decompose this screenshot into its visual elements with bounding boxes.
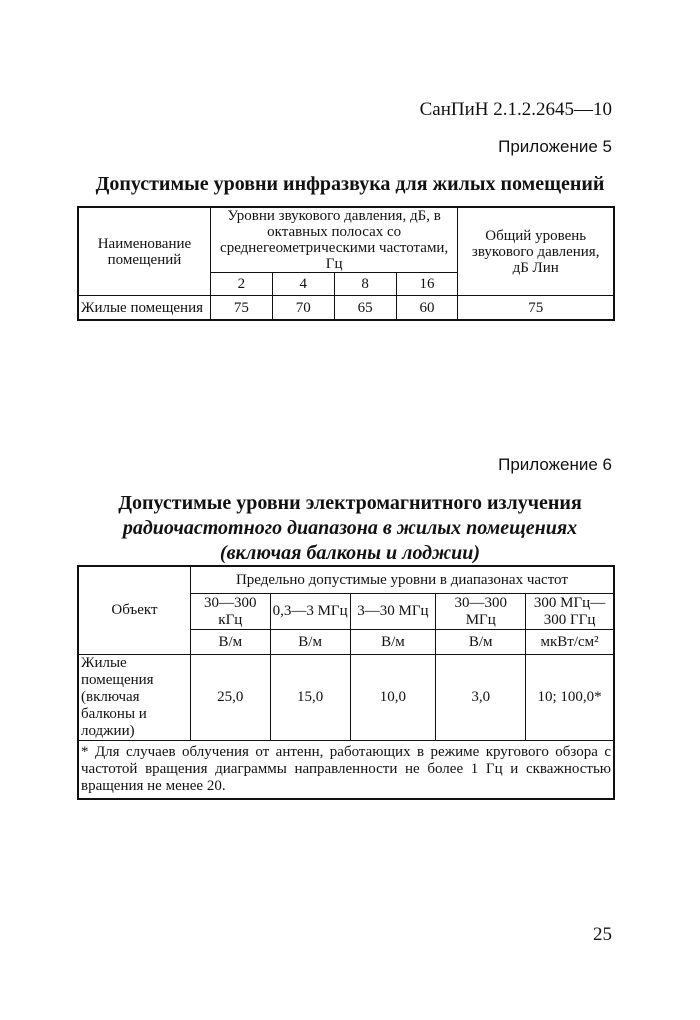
frequency-header: 8	[334, 273, 396, 296]
col-limits-header: Предельно допустимые уровни в диапазонах частот	[190, 567, 613, 594]
appendix-6-title-line-2: радиочастотного диапазона в жилых помещениях	[122, 517, 578, 539]
limit-value-cell: 15,0	[270, 655, 350, 741]
appendix-5-label: Приложение 5	[498, 137, 612, 156]
object-name-cell: Жилые помещения (включая балконы и лоджии)	[79, 655, 191, 741]
table-row	[79, 655, 614, 741]
col-levels-header: Уровни звукового давления, дБ, в октавных полосах со среднегеометрическими частотами, Гц	[210, 208, 458, 273]
frequency-range-header: 30—300 кГц	[190, 594, 270, 630]
frequency-range-header: 30—300 МГц	[436, 594, 526, 630]
appendix-6-label: Приложение 6	[498, 455, 612, 474]
total-level-cell: 75	[458, 296, 614, 320]
frequency-header: 4	[272, 273, 334, 296]
limit-value-cell: 25,0	[190, 655, 270, 741]
level-cell: 75	[210, 296, 272, 320]
table-row	[79, 296, 614, 320]
unit-cell: мкВт/см²	[526, 630, 614, 655]
col-object-header: Объект	[79, 567, 191, 655]
appendix-6-title-line-1: Допустимые уровни электромагнитного излучения	[118, 492, 582, 514]
em-radiation-table	[78, 566, 614, 799]
unit-cell: В/м	[270, 630, 350, 655]
room-name-cell: Жилые помещения	[79, 296, 211, 320]
limit-value-cell: 10; 100,0*	[526, 655, 614, 741]
appendix-6-title-line-3: (включая балконы и лоджии)	[219, 542, 481, 564]
frequency-header: 2	[210, 273, 272, 296]
limit-value-cell: 10,0	[350, 655, 436, 741]
frequency-range-header: 3—30 МГц	[350, 594, 436, 630]
level-cell: 70	[272, 296, 334, 320]
infrasound-table	[78, 207, 614, 320]
col-total-header: Общий уровень звукового давления, дБ Лин	[458, 208, 614, 296]
level-cell: 60	[396, 296, 458, 320]
page-number: 25	[593, 924, 612, 945]
unit-cell: В/м	[350, 630, 436, 655]
level-cell: 65	[334, 296, 396, 320]
frequency-header: 16	[396, 273, 458, 296]
col-room-header: Наименование помещений	[79, 208, 211, 296]
frequency-range-header: 0,3—3 МГц	[270, 594, 350, 630]
footnote: * Для случаев облучения от антенн, работающих в режиме кругового обзора с частотой вращения диаграммы направленности не более 1 Гц и скважностью вращения не менее 20.	[79, 741, 614, 799]
unit-cell: В/м	[436, 630, 526, 655]
appendix-5-title: Допустимые уровни инфразвука для жилых помещений	[95, 173, 605, 195]
limit-value-cell: 3,0	[436, 655, 526, 741]
unit-cell: В/м	[190, 630, 270, 655]
document-code: СанПиН 2.1.2.2645—10	[419, 99, 612, 120]
frequency-range-header: 300 МГц—300 ГГц	[526, 594, 614, 630]
